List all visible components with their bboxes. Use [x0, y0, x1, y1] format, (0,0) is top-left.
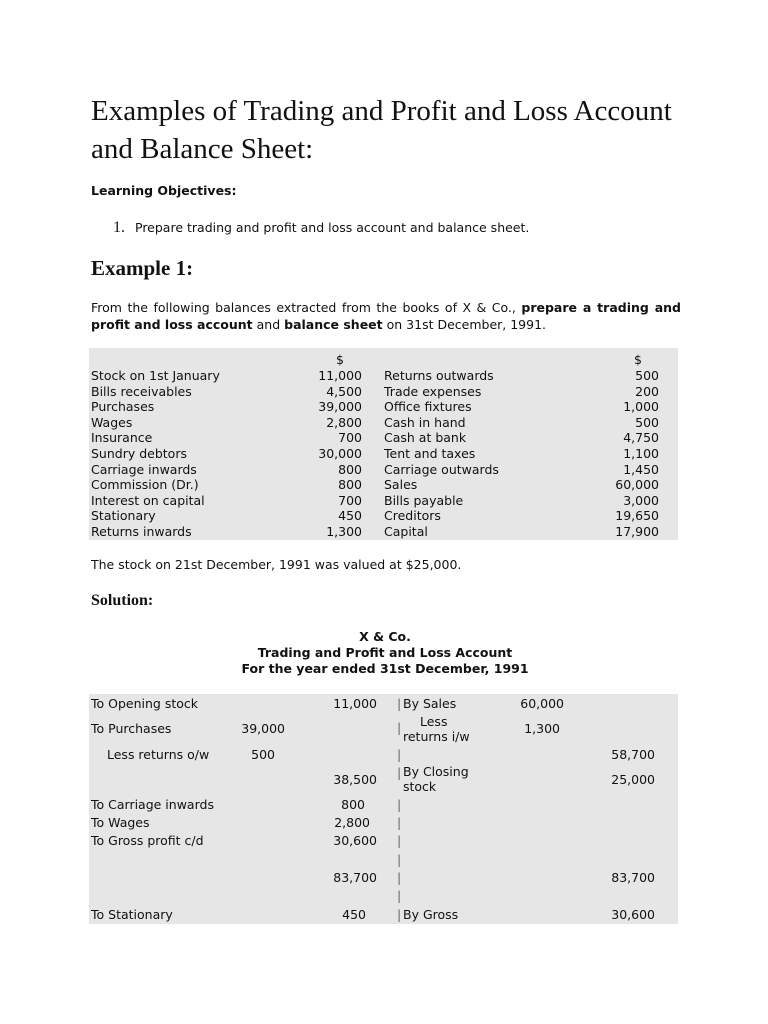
intro-bold-text: prepare a trading and profit and loss account	[91, 300, 681, 332]
account-heading-period: For the year ended 31st December, 1991	[241, 661, 529, 676]
intro-bold-text: balance sheet	[284, 317, 383, 332]
balance-item-amount: 4,750	[623, 430, 659, 446]
column-separator: |	[397, 815, 402, 830]
balance-item-amount: 500	[635, 368, 659, 383]
purchases-label: To Purchases	[91, 721, 172, 736]
column-separator: |	[397, 765, 402, 780]
gross-profit-cd-amount: 30,600	[333, 833, 377, 848]
balance-item-amount: 30,000	[318, 445, 362, 461]
account-heading-company: X & Co.	[359, 629, 411, 644]
balance-item-amount: 800	[338, 477, 362, 493]
objective-number: 1.	[113, 219, 125, 236]
example-heading: Example 1:	[91, 256, 194, 280]
balance-item-amount: 450	[338, 508, 362, 524]
wages-label: To Wages	[91, 815, 150, 830]
stock-label: stock	[403, 779, 437, 794]
learning-objectives-label: Learning Objectives:	[91, 183, 237, 198]
carriage-inwards-amount: 800	[341, 797, 365, 812]
intro-text: on 31st December, 1991.	[382, 317, 547, 332]
purchases-amount: 39,000	[241, 721, 285, 736]
balance-item-label: Carriage inwards	[91, 461, 197, 477]
intro-text: From the following balances extracted from the books of X & Co.,	[91, 300, 522, 315]
balance-item-amount: 700	[338, 430, 362, 446]
balance-item-amount: 800	[338, 461, 362, 477]
balance-item-label: Insurance	[91, 430, 153, 446]
balance-item-amount: 1,450	[623, 461, 659, 477]
net-sales-amount: 58,700	[611, 747, 655, 762]
balance-item-label: Returns inwards	[91, 523, 192, 539]
balance-item-label: Office fixtures	[384, 399, 472, 415]
trading-account-table	[89, 694, 678, 924]
left-amounts-column	[284, 368, 362, 540]
account-heading-title: Trading and Profit and Loss Account	[257, 645, 513, 660]
balance-item-label: Returns outwards	[384, 368, 494, 383]
currency-header-left: $	[336, 352, 344, 367]
right-items-column	[384, 368, 584, 540]
left-total-amount: 83,700	[333, 870, 377, 885]
balance-item-label: Wages	[91, 414, 133, 430]
page-title: Examples of Trading and Profit and Loss Account and Balance Sheet:	[91, 95, 672, 165]
column-separator: |	[397, 696, 402, 711]
balance-item-label: Purchases	[91, 399, 155, 415]
stock-note: The stock on 21st December, 1991 was valued at $25,000.	[91, 557, 462, 572]
balance-item-amount: 3,000	[623, 492, 659, 508]
objective-item	[113, 219, 529, 237]
balance-item-amount: 19,650	[615, 508, 659, 524]
closing-stock-amount: 25,000	[611, 772, 655, 787]
balance-item-label: Cash at bank	[384, 430, 467, 446]
net-purchases-amount: 38,500	[333, 772, 377, 787]
balance-item-label: Bills receivables	[91, 383, 192, 399]
opening-stock-label: To Opening stock	[91, 696, 198, 711]
balance-item-label: Sundry debtors	[91, 445, 187, 461]
balance-item-amount: 4,500	[326, 383, 362, 399]
column-separator: |	[397, 747, 402, 762]
returns-iw-amount: 1,300	[524, 721, 560, 736]
less-returns-ow-label: Less returns o/w	[107, 747, 210, 762]
balance-item-label: Sales	[384, 477, 418, 493]
column-separator: |	[397, 870, 402, 885]
balance-item-label: Tent and taxes	[384, 445, 476, 461]
column-separator: |	[397, 720, 402, 735]
column-separator: |	[397, 797, 402, 812]
balance-item-amount: 60,000	[615, 477, 659, 493]
by-gross-label: By Gross	[403, 907, 459, 922]
intro-text: and	[252, 317, 285, 332]
balance-item-amount: 1,100	[623, 445, 659, 461]
balance-item-amount: 39,000	[318, 399, 362, 415]
less-returns-ow-amount: 500	[251, 747, 275, 762]
column-separator: |	[397, 833, 402, 848]
balance-item-amount: 200	[635, 383, 659, 399]
objective-text: Prepare trading and profit and loss account and balance sheet.	[135, 220, 530, 235]
balance-item-amount: 17,900	[615, 523, 659, 539]
right-total-amount: 83,700	[611, 870, 655, 885]
balances-table	[89, 348, 678, 540]
column-separator: |	[397, 888, 402, 903]
balance-item-amount: 500	[635, 414, 659, 430]
balance-item-amount: 2,800	[326, 414, 362, 430]
wages-amount: 2,800	[334, 815, 370, 830]
by-sales-amount: 60,000	[520, 696, 564, 711]
balance-item-label: Stock on 1st January	[91, 368, 220, 383]
balance-item-amount: 700	[338, 492, 362, 508]
by-closing-label: By Closing	[403, 764, 469, 779]
left-items-column	[91, 368, 291, 540]
gross-profit-cd-label: To Gross profit c/d	[91, 833, 204, 848]
column-separator: |	[397, 907, 402, 922]
by-gross-amount: 30,600	[611, 907, 655, 922]
solution-heading: Solution:	[91, 592, 154, 609]
stationary-label: To Stationary	[91, 907, 173, 922]
returns-iw-label: returns i/w	[403, 729, 470, 744]
less-label: Less	[420, 714, 448, 729]
currency-header-right: $	[634, 352, 642, 367]
by-sales-label: By Sales	[403, 696, 457, 711]
right-amounts-column	[579, 368, 659, 540]
balance-item-label: Trade expenses	[384, 383, 482, 399]
intro-paragraph	[91, 299, 681, 333]
stationary-amount: 450	[342, 907, 366, 922]
account-heading	[200, 629, 570, 677]
balance-item-amount: 1,300	[326, 523, 362, 539]
balance-item-amount: 11,000	[318, 368, 362, 383]
balance-item-label: Carriage outwards	[384, 461, 499, 477]
balance-item-label: Stationary	[91, 508, 156, 524]
balance-item-label: Commission (Dr.)	[91, 477, 199, 493]
carriage-inwards-label: To Carriage inwards	[91, 797, 214, 812]
column-separator: |	[397, 852, 402, 867]
balance-item-label: Interest on capital	[91, 492, 205, 508]
balance-item-label: Bills payable	[384, 492, 464, 508]
balance-item-amount: 1,000	[623, 399, 659, 415]
balance-item-label: Creditors	[384, 508, 441, 524]
balance-item-label: Capital	[384, 523, 428, 539]
balance-item-label: Cash in hand	[384, 414, 466, 430]
opening-stock-amount: 11,000	[333, 696, 377, 711]
